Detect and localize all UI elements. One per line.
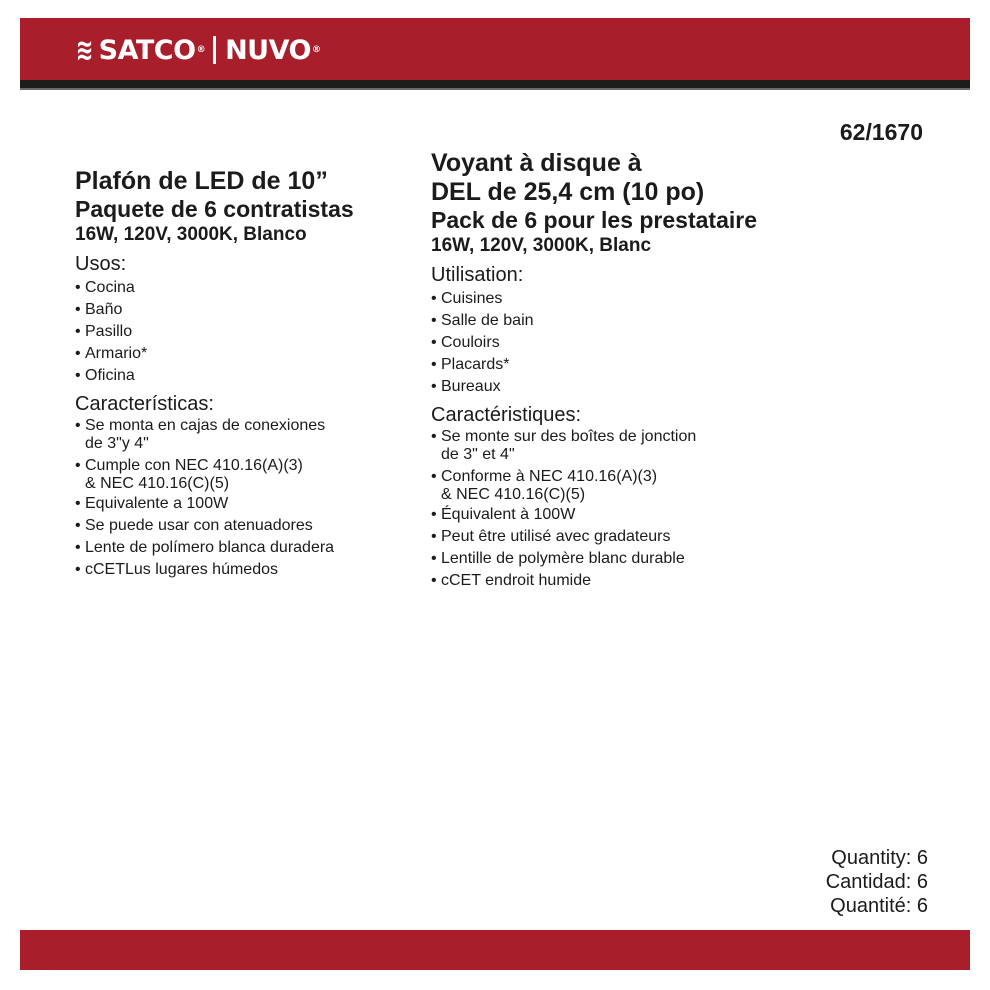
list-item: • Se monte sur des boîtes de jonction — [431, 428, 697, 445]
brand-name-satco: SATCO — [98, 34, 196, 66]
quantity-block — [826, 846, 928, 918]
es-uses-list — [75, 277, 405, 387]
fr-subtitle: Pack de 6 pour les prestataire — [431, 207, 757, 233]
bullet-icon: • — [75, 561, 81, 578]
fr-title-line2: DEL de 25,4 cm (10 po) — [431, 178, 705, 206]
es-features-list — [75, 417, 405, 581]
list-item: • Couloirs — [431, 332, 871, 354]
bullet-icon: • — [75, 367, 81, 384]
satco-swoosh-icon: ≋ — [75, 32, 93, 68]
header-rule-thin — [20, 88, 970, 90]
bullet-icon: • — [75, 301, 81, 318]
list-item: • Se monta en cajas de conexiones — [75, 417, 326, 434]
bullet-icon: • — [75, 323, 81, 340]
list-item: • Bureaux — [431, 376, 871, 398]
list-item: • Cuisines — [431, 288, 871, 310]
french-column — [431, 149, 871, 592]
list-item-continuation: & NEC 410.16(C)(5) — [441, 486, 586, 503]
list-item-continuation: & NEC 410.16(C)(5) — [85, 475, 230, 492]
bullet-icon: • — [431, 428, 437, 445]
es-uses-heading: Usos: — [75, 253, 127, 275]
list-item: • Equivalente a 100W — [75, 493, 405, 515]
bullet-icon: • — [431, 312, 437, 329]
fr-title-line1: Voyant à disque à — [431, 149, 642, 177]
bullet-icon: • — [431, 528, 437, 545]
list-item: • Conforme à NEC 410.16(A)(3) — [431, 468, 658, 485]
es-subtitle: Paquete de 6 contratistas — [75, 196, 354, 222]
fr-uses-list — [431, 288, 871, 398]
list-item: • cCET endroit humide — [431, 570, 871, 592]
list-item-continuation: de 3"y 4" — [85, 435, 149, 452]
list-item: • Oficina — [75, 365, 405, 387]
fr-specs: 16W, 120V, 3000K, Blanc — [431, 235, 652, 256]
list-item: • Cocina — [75, 277, 405, 299]
bullet-icon: • — [75, 457, 81, 474]
bullet-icon: • — [75, 495, 81, 512]
bullet-icon: • — [431, 378, 437, 395]
bullet-icon: • — [431, 572, 437, 589]
quantity-fr: Quantité: 6 — [830, 895, 928, 917]
list-item: • Peut être utilisé avec gradateurs — [431, 526, 871, 548]
registered-mark-icon: ® — [196, 45, 206, 55]
fr-features-list — [431, 428, 871, 592]
logo-divider — [213, 36, 216, 64]
fr-uses-heading: Utilisation: — [431, 264, 524, 286]
bullet-icon: • — [75, 417, 81, 434]
footer-band — [20, 930, 970, 970]
quantity-es: Cantidad: 6 — [825, 871, 928, 893]
list-item: • Lentille de polymère blanc durable — [431, 548, 871, 570]
list-item: • Équivalent à 100W — [431, 504, 871, 526]
list-item: • Se puede usar con atenuadores — [75, 515, 405, 537]
es-specs: 16W, 120V, 3000K, Blanco — [75, 224, 307, 245]
list-item: • Salle de bain — [431, 310, 871, 332]
list-item-continuation: de 3" et 4" — [441, 446, 515, 463]
bullet-icon: • — [75, 345, 81, 362]
list-item: • Armario* — [75, 343, 405, 365]
spanish-column — [75, 149, 405, 581]
list-item: • Cumple con NEC 410.16(A)(3) — [75, 457, 303, 474]
brand-name-nuvo: NUVO — [225, 34, 311, 66]
es-title: Plafón de LED de 10” — [75, 167, 328, 195]
header-band — [20, 18, 970, 80]
bullet-icon: • — [75, 539, 81, 556]
bullet-icon: • — [431, 468, 437, 485]
bullet-icon: • — [75, 517, 81, 534]
bullet-icon: • — [75, 279, 81, 296]
list-item: • Lente de polímero blanca duradera — [75, 537, 405, 559]
bullet-icon: • — [431, 334, 437, 351]
bullet-icon: • — [431, 290, 437, 307]
fr-features-heading: Caractéristiques: — [431, 404, 582, 426]
es-features-heading: Características: — [75, 393, 214, 415]
list-item: • cCETLus lugares húmedos — [75, 559, 405, 581]
bullet-icon: • — [431, 550, 437, 567]
registered-mark-icon: ® — [311, 45, 321, 55]
brand-logo — [72, 32, 320, 68]
product-label — [20, 18, 970, 970]
quantity-en: Quantity: 6 — [831, 847, 928, 869]
list-item: • Placards* — [431, 354, 871, 376]
sku-number: 62/1670 — [839, 119, 923, 145]
bullet-icon: • — [431, 506, 437, 523]
list-item: • Pasillo — [75, 321, 405, 343]
header-rule — [20, 80, 970, 88]
list-item: • Baño — [75, 299, 405, 321]
bullet-icon: • — [431, 356, 437, 373]
